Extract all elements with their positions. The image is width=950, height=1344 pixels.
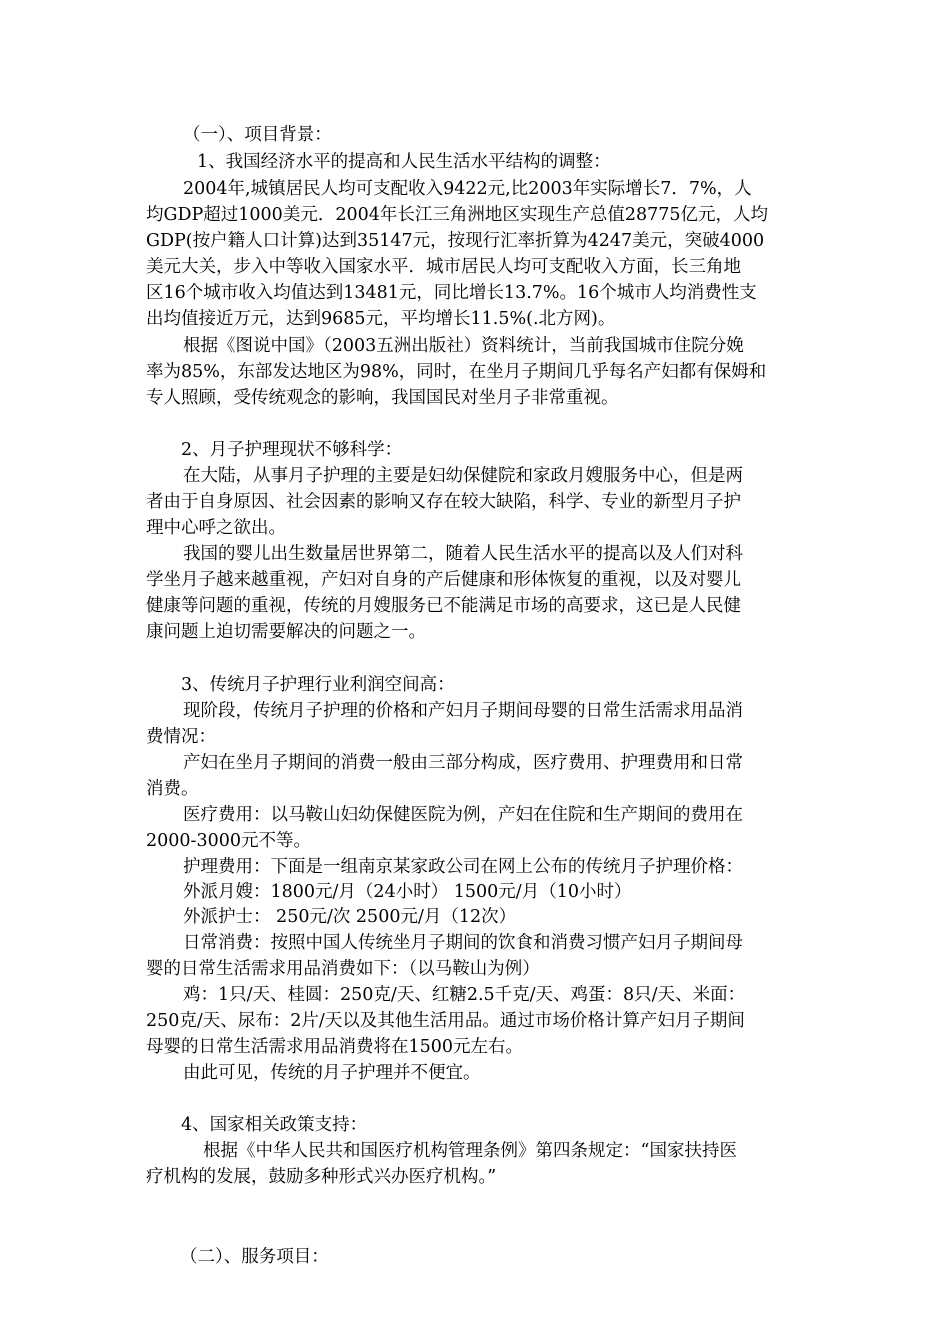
paragraph-line: 率为85%，东部发达地区为98%，同时，在坐月子期间几乎每名产妇都有保姆和 [146,362,767,382]
paragraph-line: 2000-3000元不等。 [146,831,311,851]
paragraph-line: 根据《中华人民共和国医疗机构管理条例》第四条规定：“国家扶持医 [203,1141,737,1161]
paragraph-line: 区16个城市收入均值达到13481元，同比增长13.7%。16个城市人均消费性支 [146,283,757,303]
paragraph-line: 250克/天、尿布：2片/天以及其他生活用品。通过市场价格计算产妇月子期间 [146,1011,745,1031]
price-line: 外派护士： 250元/次 2500元/月（12次） [183,907,517,927]
paragraph-line: 学坐月子越来越重视，产妇对自身的产后健康和形体恢复的重视，以及对婴儿 [146,570,741,590]
paragraph-line: 2004年,城镇居民人均可支配收入9422元,比2003年实际增长7．7%，人 [183,179,752,199]
paragraph-line: 产妇在坐月子期间的消费一般由三部分构成，医疗费用、护理费用和日常 [183,753,743,773]
paragraph-line: 费情况： [146,727,216,747]
paragraph-line: 根据《图说中国》（2003五洲出版社）资料统计，当前我国城市住院分娩 [183,336,744,356]
paragraph-line: 消费。 [146,779,199,799]
paragraph-line: GDP(按户籍人口计算)达到35147元，按现行汇率折算为4247美元，突破4000 [146,231,765,251]
paragraph-line: 美元大关，步入中等收入国家水平．城市居民人均可支配收入方面，长三角地 [146,257,741,277]
paragraph-line: 疗机构的发展，鼓励多种形式兴办医疗机构。” [146,1167,497,1187]
paragraph-line: 医疗费用：以马鞍山妇幼保健医院为例，产妇在住院和生产期间的费用在 [183,805,743,825]
section-heading: （一）、项目背景： [183,125,332,145]
paragraph-line: 护理费用：下面是一组南京某家政公司在网上公布的传统月子护理价格： [183,857,743,877]
paragraph-line: 者由于自身原因、社会因素的影响又存在较大缺陷，科学、专业的新型月子护 [146,492,741,512]
paragraph-line: 专人照顾，受传统观念的影响，我国国民对坐月子非常重视。 [146,388,619,408]
paragraph-line: 日常消费：按照中国人传统坐月子期间的饮食和消费习惯产妇月子期间母 [183,933,743,953]
paragraph-line: 鸡：1只/天、桂圆：250克/天、红糖2.5千克/天、鸡蛋：8只/天、米面： [183,985,746,1005]
paragraph-line: 康问题上迫切需要解决的问题之一。 [146,622,426,642]
subsection-heading: 1、我国经济水平的提高和人民生活水平结构的调整： [197,152,611,172]
paragraph-line: 出均值接近万元，达到9685元，平均增长11.5%(.北方网)。 [146,309,616,329]
subsection-heading: 3、传统月子护理行业利润空间高： [181,675,455,695]
paragraph-line: 健康等问题的重视，传统的月嫂服务已不能满足市场的高要求，这已是人民健 [146,596,741,616]
paragraph-line: 在大陆，从事月子护理的主要是妇幼保健院和家政月嫂服务中心，但是两 [183,466,743,486]
paragraph-line: 由此可见，传统的月子护理并不便宜。 [183,1063,481,1083]
subsection-heading: 4、国家相关政策支持： [181,1115,368,1135]
subsection-heading: 2、月子护理现状不够科学： [181,440,403,460]
paragraph-line: 我国的婴儿出生数量居世界第二，随着人民生活水平的提高以及人们对科 [183,544,743,564]
paragraph-line: 现阶段，传统月子护理的价格和产妇月子期间母婴的日常生活需求用品消 [183,701,743,721]
section-heading: （二）、服务项目： [180,1247,329,1267]
paragraph-line: 婴的日常生活需求用品消费如下：（以马鞍山为例） [146,959,540,979]
paragraph-line: 母婴的日常生活需求用品消费将在1500元左右。 [146,1037,524,1057]
price-line: 外派月嫂：1800元/月（24小时） 1500元/月（10小时） [183,882,632,902]
paragraph-line: 理中心呼之欲出。 [146,518,286,538]
paragraph-line: 均GDP超过1000美元．2004年长江三角洲地区实现生产总值28775亿元，人均 [146,205,769,225]
